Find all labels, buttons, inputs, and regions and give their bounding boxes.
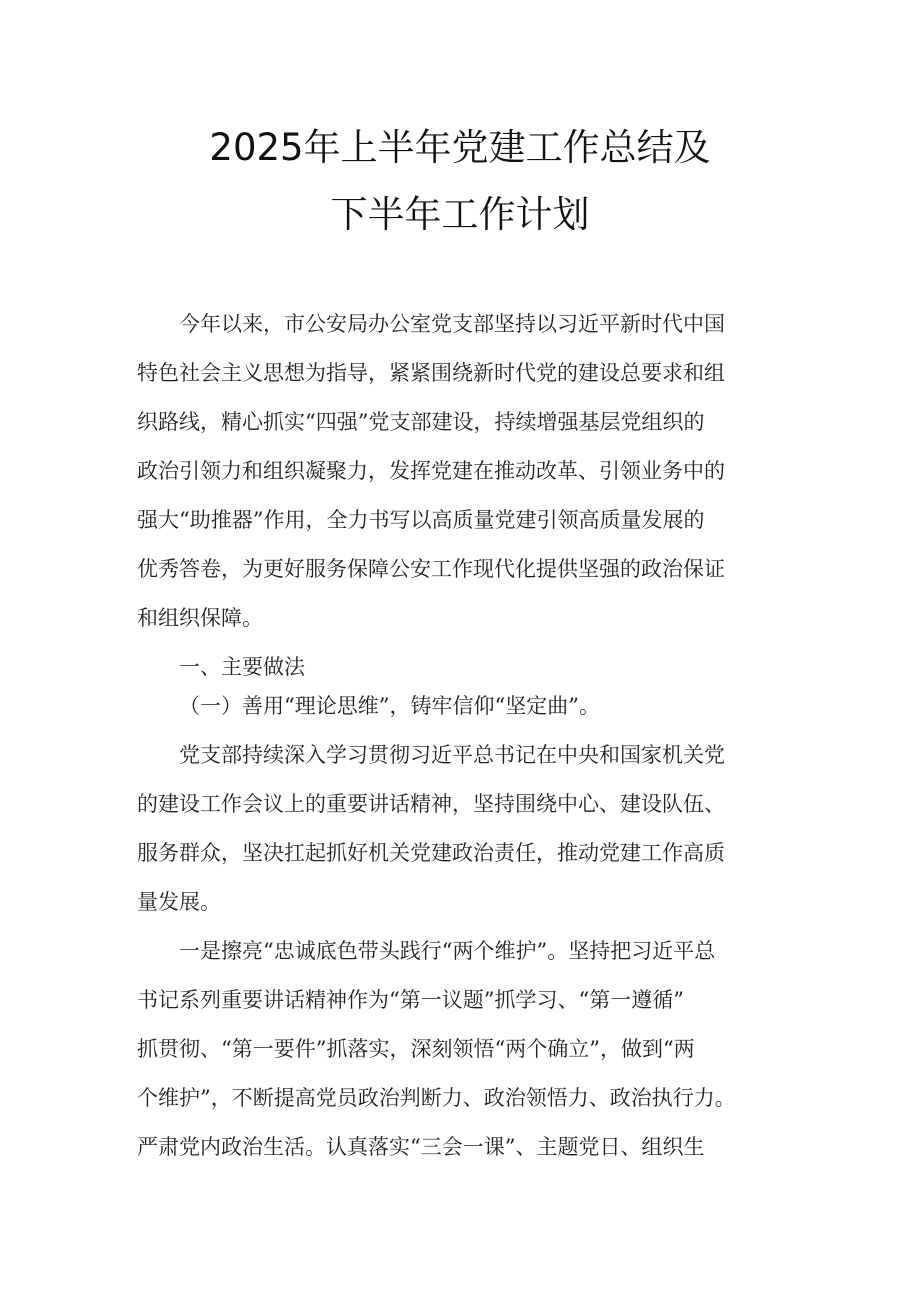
paragraph-line: 今年以来，市公安局办公室党支部坚持以习近平新时代中国 [179,312,725,336]
document-title-line-2: 下半年工作计划 [330,193,590,236]
paragraph-line: 一是擦亮“忠诚底色带头践行“两个维护”。坚持把习近平总 [179,939,716,963]
paragraph-line: 严肃党内政治生活。认真落实“三会一课”、主题党日、组织生 [137,1135,705,1159]
paragraph-line: 优秀答卷，为更好服务保障公安工作现代化提供坚强的政治保证 [137,557,725,581]
paragraph-line: 和组织保障。 [137,606,263,630]
paragraph-line: 特色社会主义思想为指导，紧紧围绕新时代党的建设总要求和组 [137,361,725,385]
paragraph-line: 量发展。 [137,890,221,914]
subsection-heading-text: （一）善用“理论思维”，铸牢信仰“坚定曲”。 [179,694,600,718]
paragraph-line: 书记系列重要讲话精神作为“第一议题”抓学习、“第一遵循” [137,988,684,1012]
paragraph-line: 服务群众，坚决扛起抓好机关党建政治责任，推动党建工作高质 [137,841,725,865]
paragraph-line: 织路线，精心抓实“四强”党支部建设，持续增强基层党组织的 [137,410,705,434]
paragraph-line: 政治引领力和组织凝聚力，发挥党建在推动改革、引领业务中的 [137,459,725,483]
paragraph-line: 强大“助推器”作用，全力书写以高质量党建引领高质量发展的 [137,508,705,532]
paragraph-line: 党支部持续深入学习贯彻习近平总书记在中央和国家机关党 [179,743,725,767]
document-title-line-1: 2025年上半年党建工作总结及 [209,126,711,169]
paragraph-line: 个维护”，不断提高党员政治判断力、政治领悟力、政治执行力。 [137,1086,736,1110]
paragraph-line: 的建设工作会议上的重要讲话精神，坚持围绕中心、建设队伍、 [137,792,725,816]
section-heading-text: 一、主要做法 [179,655,305,679]
paragraph-line: 抓贯彻、“第一要件”抓落实，深刻领悟“两个确立”，做到“两 [137,1037,695,1061]
